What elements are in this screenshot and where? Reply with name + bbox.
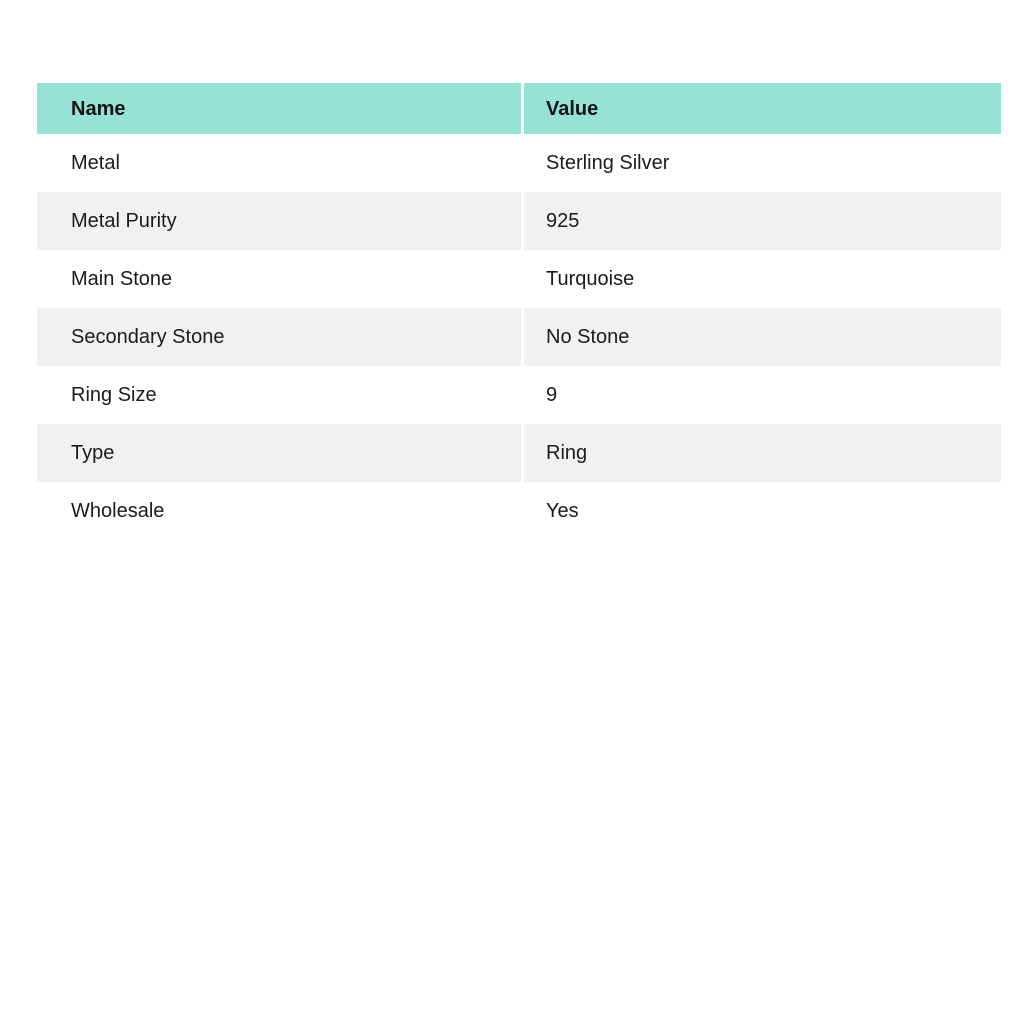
column-header-name: Name [37,83,521,134]
table-row [37,250,1001,308]
attribute-value: Yes [524,482,1001,540]
attribute-value: Ring [524,424,1001,482]
table-row [37,308,1001,366]
attribute-name: Type [37,424,521,482]
attribute-name: Metal [37,134,521,192]
attribute-value: No Stone [524,308,1001,366]
table-header-row [37,83,1001,134]
table-row [37,424,1001,482]
attribute-value: Sterling Silver [524,134,1001,192]
attribute-name: Main Stone [37,250,521,308]
attribute-value: 9 [524,366,1001,424]
attribute-value: Turquoise [524,250,1001,308]
attribute-name: Wholesale [37,482,521,540]
attribute-name: Ring Size [37,366,521,424]
column-header-value: Value [524,83,1001,134]
attribute-name: Metal Purity [37,192,521,250]
table-row [37,134,1001,192]
attribute-value: 925 [524,192,1001,250]
product-attributes-table [37,83,1001,540]
table-row [37,482,1001,540]
attribute-name: Secondary Stone [37,308,521,366]
table-row [37,192,1001,250]
table-row [37,366,1001,424]
